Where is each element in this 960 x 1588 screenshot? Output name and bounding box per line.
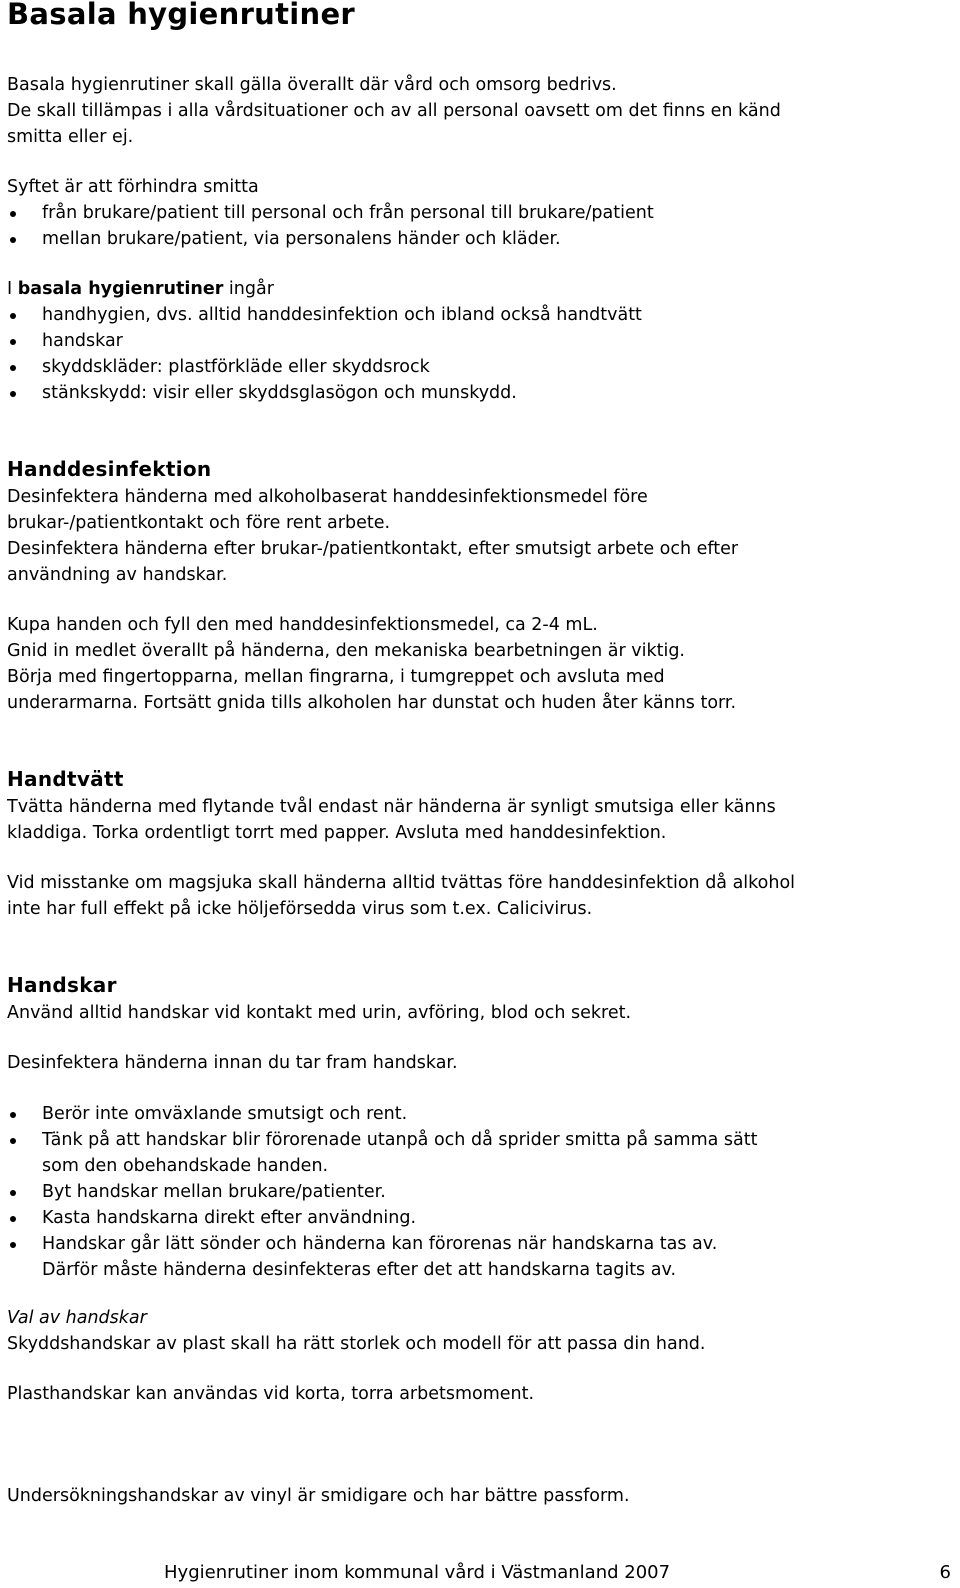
section-heading-handdesinfektion: Handdesinfektion: [7, 457, 212, 481]
paragraph-line: Desinfektera händerna med alkoholbaserat handdesinfektionsmedel före: [7, 487, 648, 507]
handskar-list: [7, 1101, 757, 1283]
paragraph-line: kladdiga. Torka ordentligt torrt med papper. Avsluta med handdesinfektion.: [7, 823, 667, 843]
list-item: stänkskydd: visir eller skyddsglasögon och munskydd.: [7, 380, 642, 406]
paragraph-line: inte har full effekt på icke höljeförsedda virus som t.ex. Calicivirus.: [7, 899, 593, 919]
page-number: 6: [939, 1562, 951, 1583]
subheading-val-av-handskar: Val av handskar: [7, 1308, 147, 1328]
list-item-text: Handskar går lätt sönder och händerna kan förorenas när handskarna tas av.: [42, 1234, 718, 1254]
intro-line-2: De skall tillämpas i alla vårdsituationer och av all personal oavsett om det finns en känd: [7, 101, 781, 121]
paragraph-line: Vid misstanke om magsjuka skall händerna alltid tvättas före handdesinfektion då alkohol: [7, 873, 796, 893]
list-item: handskar: [7, 328, 642, 354]
list-item: från brukare/patient till personal och från personal till brukare/patient: [7, 200, 654, 226]
paragraph-line: användning av handskar.: [7, 565, 228, 585]
paragraph-line: underarmarna. Fortsätt gnida tills alkoholen har dunstat och huden åter känns torr.: [7, 693, 737, 713]
paragraph-line: Desinfektera händerna efter brukar-/patientkontakt, efter smutsigt arbete och efter: [7, 539, 739, 559]
paragraph-line: Desinfektera händerna innan du tar fram handskar.: [7, 1053, 458, 1073]
paragraph-line: Plasthandskar kan användas vid korta, torra arbetsmoment.: [7, 1384, 535, 1404]
section-heading-handskar: Handskar: [7, 973, 117, 997]
list-item: [7, 1127, 757, 1179]
purpose-list: [7, 200, 654, 252]
list-item-text: Därför måste händerna desinfekteras efter det att handskarna tagits av.: [42, 1260, 677, 1280]
includes-list: [7, 302, 642, 406]
section-heading-handtvatt: Handtvätt: [7, 767, 124, 791]
paragraph-line: Kupa handen och fyll den med handdesinfektionsmedel, ca 2-4 mL.: [7, 615, 598, 635]
intro-line-1: Basala hygienrutiner skall gälla överallt där vård och omsorg bedrivs.: [7, 75, 617, 95]
includes-bold: basala hygienrutiner: [17, 279, 224, 299]
paragraph-line: brukar-/patientkontakt och före rent arbete.: [7, 513, 391, 533]
footer-text: Hygienrutiner inom kommunal vård i Västmanland 2007: [164, 1562, 671, 1583]
purpose-heading: Syftet är att förhindra smitta: [7, 177, 259, 197]
list-item-text: Byt handskar mellan brukare/patienter.: [42, 1182, 386, 1202]
paragraph-line: Gnid in medlet överallt på händerna, den mekaniska bearbetningen är viktig.: [7, 641, 685, 661]
list-item: [7, 1205, 757, 1231]
paragraph-line: Undersökningshandskar av vinyl är smidigare och har bättre passform.: [7, 1486, 630, 1506]
list-item: [7, 1179, 757, 1205]
list-item: mellan brukare/patient, via personalens händer och kläder.: [7, 226, 654, 252]
intro-line-3: smitta eller ej.: [7, 127, 134, 147]
paragraph-line: Börja med fingertopparna, mellan fingrarna, i tumgreppet och avsluta med: [7, 667, 665, 687]
includes-heading: [7, 276, 274, 302]
includes-prefix: I: [7, 279, 13, 299]
list-item: skyddskläder: plastförkläde eller skyddsrock: [7, 354, 642, 380]
paragraph-line: Använd alltid handskar vid kontakt med urin, avföring, blod och sekret.: [7, 1003, 632, 1023]
list-item: [7, 1101, 757, 1127]
list-item-text: som den obehandskade handen.: [42, 1156, 329, 1176]
page-title: Basala hygienrutiner: [7, 0, 356, 31]
list-item-text: Tänk på att handskar blir förorenade utanpå och då sprider smitta på samma sätt: [42, 1130, 758, 1150]
paragraph-line: Skyddshandskar av plast skall ha rätt storlek och modell för att passa din hand.: [7, 1334, 706, 1354]
includes-suffix: ingår: [228, 279, 274, 299]
list-item: [7, 1231, 757, 1283]
list-item-text: Berör inte omväxlande smutsigt och rent.: [42, 1104, 408, 1124]
list-item-text: Kasta handskarna direkt efter användning.: [42, 1208, 417, 1228]
paragraph-line: Tvätta händerna med flytande tvål endast när händerna är synligt smutsiga eller känns: [7, 797, 776, 817]
list-item: handhygien, dvs. alltid handdesinfektion och ibland också handtvätt: [7, 302, 642, 328]
